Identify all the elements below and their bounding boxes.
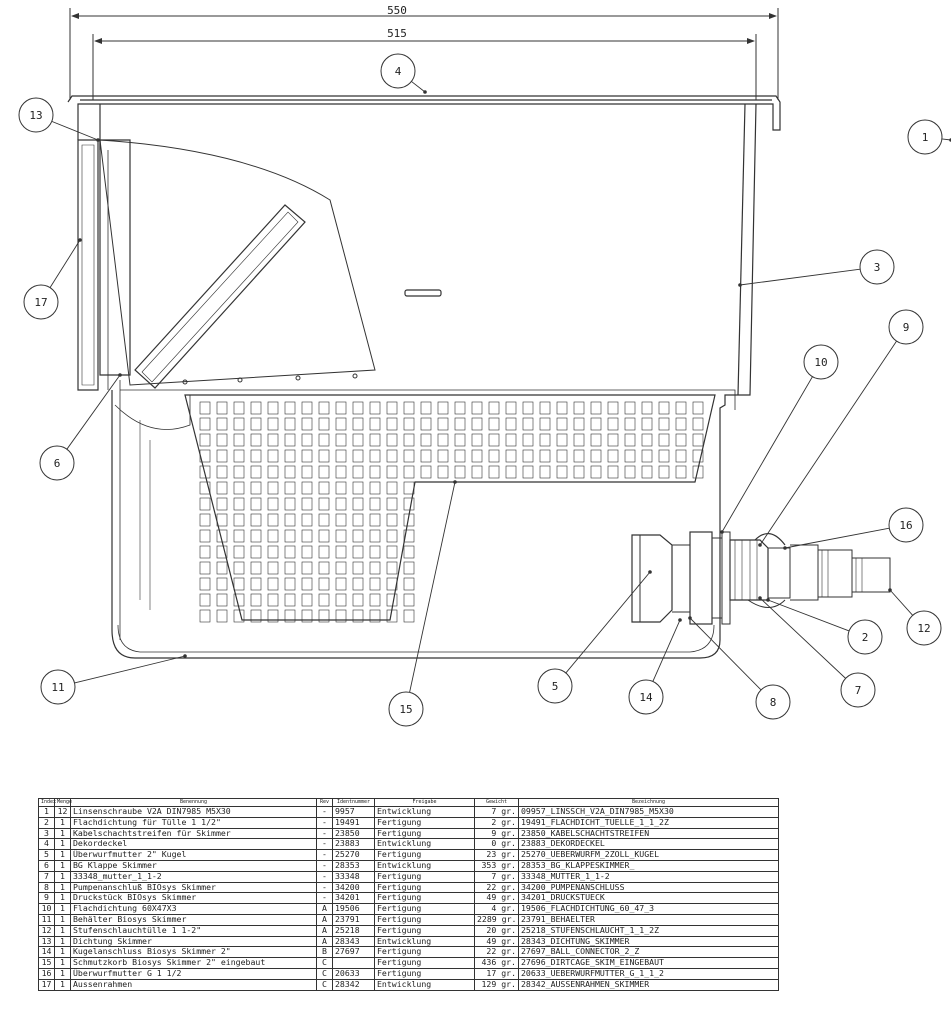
callout-point-8 [688, 616, 692, 620]
bom-cell: 1 [55, 914, 71, 925]
callout-label-11: 11 [51, 681, 65, 694]
bom-cell: 17 [39, 979, 55, 990]
bom-cell: 1 [55, 860, 71, 871]
bom-cell: 33348_MUTTER_1_1-2 [519, 871, 779, 882]
callout-point-2 [766, 598, 770, 602]
bom-cell: 1 [55, 904, 71, 915]
callout-label-1: 1 [921, 131, 929, 144]
bom-header-cell: Index [39, 799, 55, 807]
bom-cell: Aussenrahmen [71, 979, 317, 990]
bom-cell: A [317, 925, 333, 936]
bom-cell: 1 [55, 828, 71, 839]
bom-row [39, 958, 779, 969]
bom-cell: 436 gr. [475, 958, 519, 969]
callout-label-8: 8 [769, 696, 777, 709]
bom-cell: A [317, 936, 333, 947]
bom-cell: Druckstück BIOsys Skimmer [71, 893, 317, 904]
bom-cell: Fertigung [375, 871, 475, 882]
callout-point-9 [758, 543, 762, 547]
skimmer-housing [68, 96, 780, 658]
bom-cell: 1 [55, 817, 71, 828]
bom-cell: Entwicklung [375, 860, 475, 871]
callout-point-15 [453, 480, 457, 484]
bom-cell: 8 [39, 882, 55, 893]
bom-cell: 27697 [333, 947, 375, 958]
callout-leader-8 [690, 618, 761, 690]
bom-cell: Pumpenanschluß BIOsys Skimmer [71, 882, 317, 893]
bom-cell: 16 [39, 968, 55, 979]
bom-cell: 10 [39, 904, 55, 915]
bom-header-cell: Rev [317, 799, 333, 807]
callout-leader-4 [411, 81, 425, 92]
bom-cell: 9957 [333, 807, 375, 818]
bom-cell: 2 [39, 817, 55, 828]
callout-label-15: 15 [399, 703, 413, 716]
bom-row [39, 860, 779, 871]
callout-point-6 [118, 373, 122, 377]
bom-cell: 27696_DIRTCAGE_SKIM_EINGEBAUT [519, 958, 779, 969]
callout-label-7: 7 [854, 684, 862, 697]
bom-cell: Entwicklung [375, 979, 475, 990]
bom-cell: 17 gr. [475, 968, 519, 979]
dimension-inner-label: 515 [387, 27, 407, 40]
bom-cell: 25218_STUFENSCHLAUCHT_1_1_2Z [519, 925, 779, 936]
callout-point-17 [78, 238, 82, 242]
bom-cell: Behälter Biosys Skimmer [71, 914, 317, 925]
bom-cell: Fertigung [375, 968, 475, 979]
bom-cell: 20 gr. [475, 925, 519, 936]
bom-cell: 23791 [333, 914, 375, 925]
bom-cell: 11 [39, 914, 55, 925]
callout-label-4: 4 [394, 65, 402, 78]
callout-leader-11 [75, 656, 185, 683]
bom-header-cell: Gewicht [475, 799, 519, 807]
bom-cell: Fertigung [375, 882, 475, 893]
bom-cell: Fertigung [375, 958, 475, 969]
bom-cell: Fertigung [375, 925, 475, 936]
callout-point-11 [183, 654, 187, 658]
bom-cell: - [317, 850, 333, 861]
bom-cell: 2 gr. [475, 817, 519, 828]
bom-cell: 20633 [333, 968, 375, 979]
bom-row [39, 914, 779, 925]
bom-cell: 13 [39, 936, 55, 947]
bom-cell: Flachdichtung 60X47X3 [71, 904, 317, 915]
bom-cell: 7 gr. [475, 807, 519, 818]
bom-cell: Flachdichtung für Tülle 1 1/2" [71, 817, 317, 828]
callout-label-6: 6 [53, 457, 61, 470]
bom-cell: 1 [55, 839, 71, 850]
callout-point-4 [423, 90, 427, 94]
bom-cell: 9 [39, 893, 55, 904]
bom-cell: B [317, 947, 333, 958]
bom-cell: Schmutzkorb Biosys Skimmer 2" eingebaut [71, 958, 317, 969]
callout-point-12 [888, 588, 892, 592]
bom-cell: 25270 [333, 850, 375, 861]
bom-cell: 28342_AUSSENRAHMEN_SKIMMER [519, 979, 779, 990]
callout-point-5 [648, 570, 652, 574]
bom-cell: 15 [39, 958, 55, 969]
bom-cell: 1 [55, 979, 71, 990]
callout-leader-15 [410, 482, 455, 692]
bom-cell: 1 [55, 882, 71, 893]
bom-cell: Dekordeckel [71, 839, 317, 850]
callout-leader-2 [768, 600, 849, 631]
callout-leader-13 [52, 121, 98, 140]
bom-cell: - [317, 860, 333, 871]
dimension-overall-label: 550 [387, 4, 407, 17]
bom-header-cell: Menge [55, 799, 71, 807]
bom-cell: Stufenschlauchtülle 1 1-2" [71, 925, 317, 936]
bom-cell: 25218 [333, 925, 375, 936]
bom-cell: 1 [55, 925, 71, 936]
bom-cell: 19491_FLACHDICHT_TUELLE_1_1_2Z [519, 817, 779, 828]
bom-cell: 28353_BG_KLAPPESKIMMER_ [519, 860, 779, 871]
bom-cell: 12 [39, 925, 55, 936]
bom-cell: 34200_PUMPENANSCHLUSS [519, 882, 779, 893]
bom-cell: 1 [55, 968, 71, 979]
bom-cell: - [317, 807, 333, 818]
bom-cell: 2289 gr. [475, 914, 519, 925]
bom-cell: 28342 [333, 979, 375, 990]
bom-cell: 7 [39, 871, 55, 882]
bom-cell: 34201_DRUCKSTUECK [519, 893, 779, 904]
callout-leader-17 [50, 240, 80, 288]
bom-cell: Kabelschachtstreifen für Skimmer [71, 828, 317, 839]
bom-cell: 28343_DICHTUNG_SKIMMER [519, 936, 779, 947]
bom-cell: 34200 [333, 882, 375, 893]
callout-leader-12 [890, 590, 913, 615]
bom-cell: Linsenschraube V2A DIN7985 M5X30 [71, 807, 317, 818]
callout-leader-14 [653, 620, 680, 681]
callout-point-16 [783, 546, 787, 550]
callout-leader-3 [740, 269, 860, 285]
bom-cell: - [317, 882, 333, 893]
bom-cell: Fertigung [375, 947, 475, 958]
dimension-inner [93, 34, 756, 100]
bom-cell: - [317, 871, 333, 882]
bom-cell: Überwurfmutter 2" Kugel [71, 850, 317, 861]
bom-row [39, 925, 779, 936]
callout-label-17: 17 [34, 296, 48, 309]
bom-cell: Fertigung [375, 893, 475, 904]
callout-point-3 [738, 283, 742, 287]
callout-point-14 [678, 618, 682, 622]
bom-cell: 20633_UEBERWURFMUTTER_G_1_1_2 [519, 968, 779, 979]
bom-cell: - [317, 839, 333, 850]
bom-cell: 7 gr. [475, 871, 519, 882]
bom-cell: 9 gr. [475, 828, 519, 839]
callout-point-7 [758, 596, 762, 600]
bom-cell: 1 [55, 947, 71, 958]
bom-cell: 1 [55, 936, 71, 947]
bom-cell: - [317, 893, 333, 904]
bom-cell: 28353 [333, 860, 375, 871]
bom-cell: 1 [55, 958, 71, 969]
bom-header-cell: Bezeichnung [519, 799, 779, 807]
callout-label-3: 3 [873, 261, 881, 274]
bom-cell: 5 [39, 850, 55, 861]
bom-row [39, 936, 779, 947]
bom-cell: 353 gr. [475, 860, 519, 871]
callout-point-13 [96, 138, 100, 142]
bom-cell: C [317, 979, 333, 990]
callout-label-12: 12 [917, 622, 931, 635]
bom-cell: 22 gr. [475, 947, 519, 958]
bom-cell: Fertigung [375, 850, 475, 861]
bom-cell: Fertigung [375, 904, 475, 915]
bom-cell: 1 [39, 807, 55, 818]
bom-cell: 14 [39, 947, 55, 958]
bom-cell: 49 gr. [475, 893, 519, 904]
bom-cell: A [317, 904, 333, 915]
bom-row [39, 871, 779, 882]
bom-cell: 0 gr. [475, 839, 519, 850]
bom-cell: A [317, 914, 333, 925]
bom-cell: 22 gr. [475, 882, 519, 893]
bom-cell: - [317, 828, 333, 839]
bom-cell: BG Klappe Skimmer [71, 860, 317, 871]
bom-row [39, 817, 779, 828]
bom-cell: 25270_UEBERWURFM_2ZOLL_KUGEL [519, 850, 779, 861]
bom-cell: 23 gr. [475, 850, 519, 861]
bom-cell: 1 [55, 893, 71, 904]
bom-header-cell: Benennung [71, 799, 317, 807]
bom-row [39, 979, 779, 990]
bom-row [39, 947, 779, 958]
bom-cell: 23850_KABELSCHACHTSTREIFEN [519, 828, 779, 839]
callout-label-14: 14 [639, 691, 653, 704]
bom-cell: 23791_BEHAELTER [519, 914, 779, 925]
callout-label-13: 13 [29, 109, 43, 122]
bom-cell: 23883 [333, 839, 375, 850]
bom-cell: Kugelanschluss Biosys Skimmer 2" [71, 947, 317, 958]
bom-cell: Entwicklung [375, 936, 475, 947]
callout-label-9: 9 [902, 321, 910, 334]
bom-cell: 23850 [333, 828, 375, 839]
bom-cell: 6 [39, 860, 55, 871]
bom-cell: 1 [55, 871, 71, 882]
callout-leader-16 [785, 528, 889, 548]
bom-row [39, 807, 779, 818]
bom-cell: 23883_DEKORDECKEL [519, 839, 779, 850]
callout-leader-10 [722, 377, 812, 532]
bom-header-cell: Freigabe [375, 799, 475, 807]
bom-cell: 4 [39, 839, 55, 850]
bom-cell [333, 958, 375, 969]
bom-row [39, 968, 779, 979]
callout-label-5: 5 [551, 680, 559, 693]
bom-cell: Fertigung [375, 828, 475, 839]
bom-cell: Fertigung [375, 914, 475, 925]
bom-cell: 12 [55, 807, 71, 818]
bom-cell: 09957_LINSSCH_V2A_DIN7985_M5X30 [519, 807, 779, 818]
callout-label-2: 2 [861, 631, 869, 644]
bom-cell: 27697_BALL_CONNECTOR_2_Z [519, 947, 779, 958]
bom-row [39, 850, 779, 861]
bom-cell: 28343 [333, 936, 375, 947]
bom-cell: 19506_FLACHDICHTUNG_60_47_3 [519, 904, 779, 915]
bom-cell: - [317, 817, 333, 828]
callout-label-10: 10 [814, 356, 828, 369]
bom-cell: 49 gr. [475, 936, 519, 947]
bom-cell: 3 [39, 828, 55, 839]
dimension-overall [70, 8, 778, 100]
callout-point-10 [720, 530, 724, 534]
bom-cell: 34201 [333, 893, 375, 904]
bom-cell: 19491 [333, 817, 375, 828]
bom-cell: 33348_mutter_1_1-2 [71, 871, 317, 882]
bom-cell: C [317, 958, 333, 969]
bom-header-cell: Identnummer [333, 799, 375, 807]
bom-cell: Entwicklung [375, 807, 475, 818]
bom-row [39, 839, 779, 850]
dirt-basket [185, 395, 715, 622]
bom-cell: 129 gr. [475, 979, 519, 990]
bom-row [39, 882, 779, 893]
bom-row [39, 828, 779, 839]
bom-cell: Entwicklung [375, 839, 475, 850]
bom-cell: C [317, 968, 333, 979]
callout-label-16: 16 [899, 519, 913, 532]
bom-cell: Überwurfmutter G 1 1/2 [71, 968, 317, 979]
bill-of-materials [38, 798, 779, 991]
bom-row [39, 904, 779, 915]
bom-cell: 33348 [333, 871, 375, 882]
bom-row [39, 893, 779, 904]
bom-cell: Dichtung Skimmer [71, 936, 317, 947]
bom-cell: 19506 [333, 904, 375, 915]
callout-leader-7 [760, 598, 846, 678]
bom-cell: 1 [55, 850, 71, 861]
bom-cell: Fertigung [375, 817, 475, 828]
flap-assembly [78, 140, 375, 390]
bom-cell: 4 gr. [475, 904, 519, 915]
